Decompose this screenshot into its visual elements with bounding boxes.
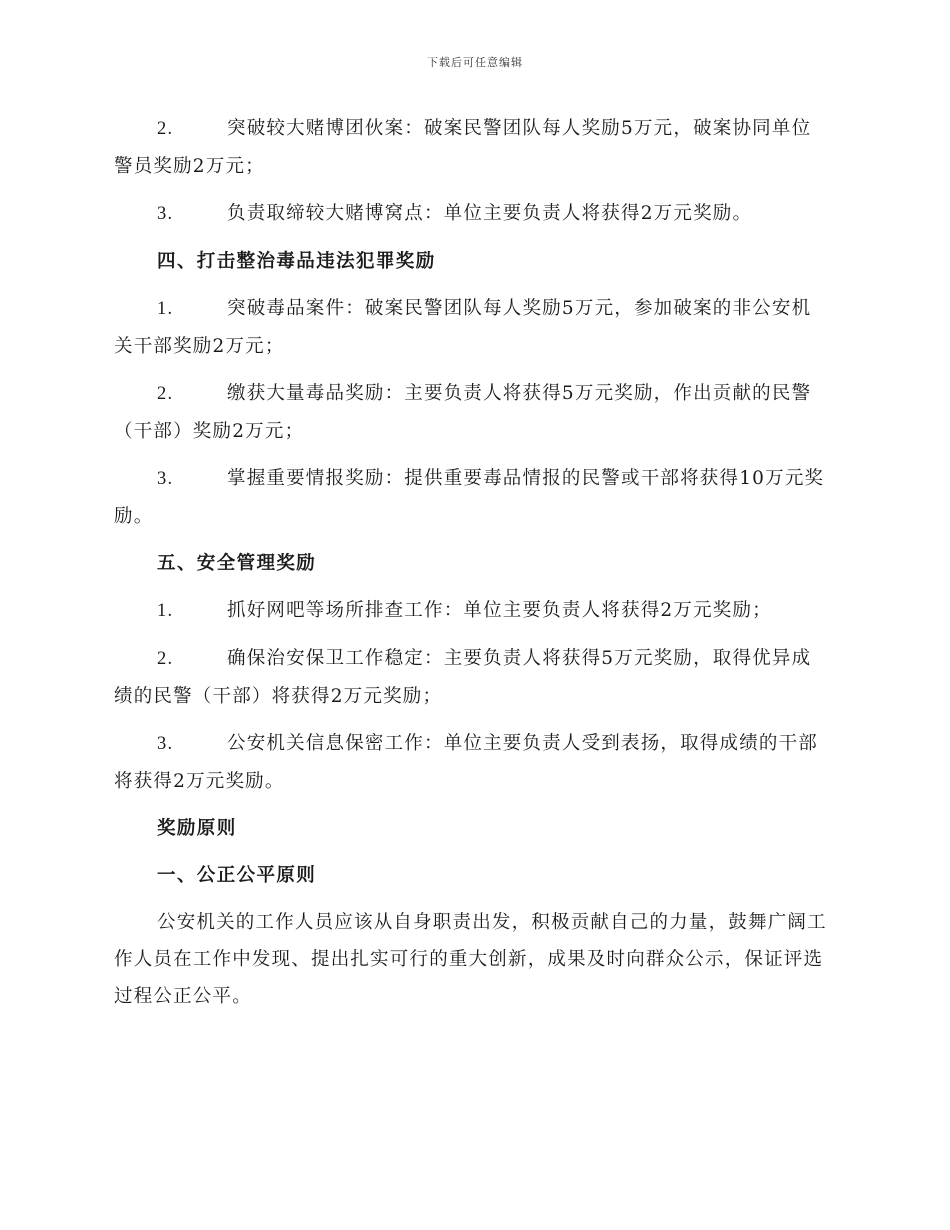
item-number: 1. [157,601,174,621]
item-text: 确保治安保卫工作稳定：主要负责人将获得5万元奖励，取得优异成绩的民警（干部）将获得2万元奖励； [114,648,812,707]
list-item [114,375,830,450]
item-number: 3. [157,734,174,754]
list-item [114,640,830,715]
item-text: 抓好网吧等场所排查工作：单位主要负责人将获得2万元奖励； [227,600,772,621]
item-number: 2. [157,119,174,139]
item-number: 1. [157,299,174,319]
subsection-heading: 一、公正公平原则 [157,865,317,886]
item-text: 负责取缔较大赌博窝点：单位主要负责人将获得2万元奖励。 [227,203,753,224]
item-number: 2. [157,384,174,404]
list-item [114,460,830,535]
section-heading: 五、安全管理奖励 [157,553,317,574]
item-number: 3. [157,204,174,224]
list-item [114,110,830,185]
item-text: 突破较大赌博团伙案：破案民警团队每人奖励5万元，破案协同单位警员奖励2万元； [114,118,812,177]
item-text: 掌握重要情报奖励：提供重要毒品情报的民警或干部将获得10万元奖励。 [114,468,825,527]
list-item [114,592,830,630]
item-text: 缴获大量毒品奖励：主要负责人将获得5万元奖励，作出贡献的民警（干部）奖励2万元； [114,383,812,442]
list-item [114,195,830,233]
section-heading: 奖励原则 [157,818,237,839]
item-text: 公安机关信息保密工作：单位主要负责人受到表扬，取得成绩的干部将获得2万元奖励。 [114,733,819,792]
section-heading: 四、打击整治毒品违法犯罪奖励 [157,251,436,272]
item-text: 突破毒品案件：破案民警团队每人奖励5万元，参加破案的非公安机关干部奖励2万元； [114,298,812,357]
item-number: 3. [157,469,174,489]
page-header: 下载后可任意编辑 [427,56,523,69]
body-paragraph: 公安机关的工作人员应该从自身职责出发，积极贡献自己的力量，鼓舞广阔工作人员在工作中发现、提出扎实可行的重大创新，成果及时向群众公示，保证评选过程公正公平。 [114,912,827,1007]
document-body [114,110,830,1025]
item-number: 2. [157,649,174,669]
list-item [114,290,830,365]
list-item [114,725,830,800]
